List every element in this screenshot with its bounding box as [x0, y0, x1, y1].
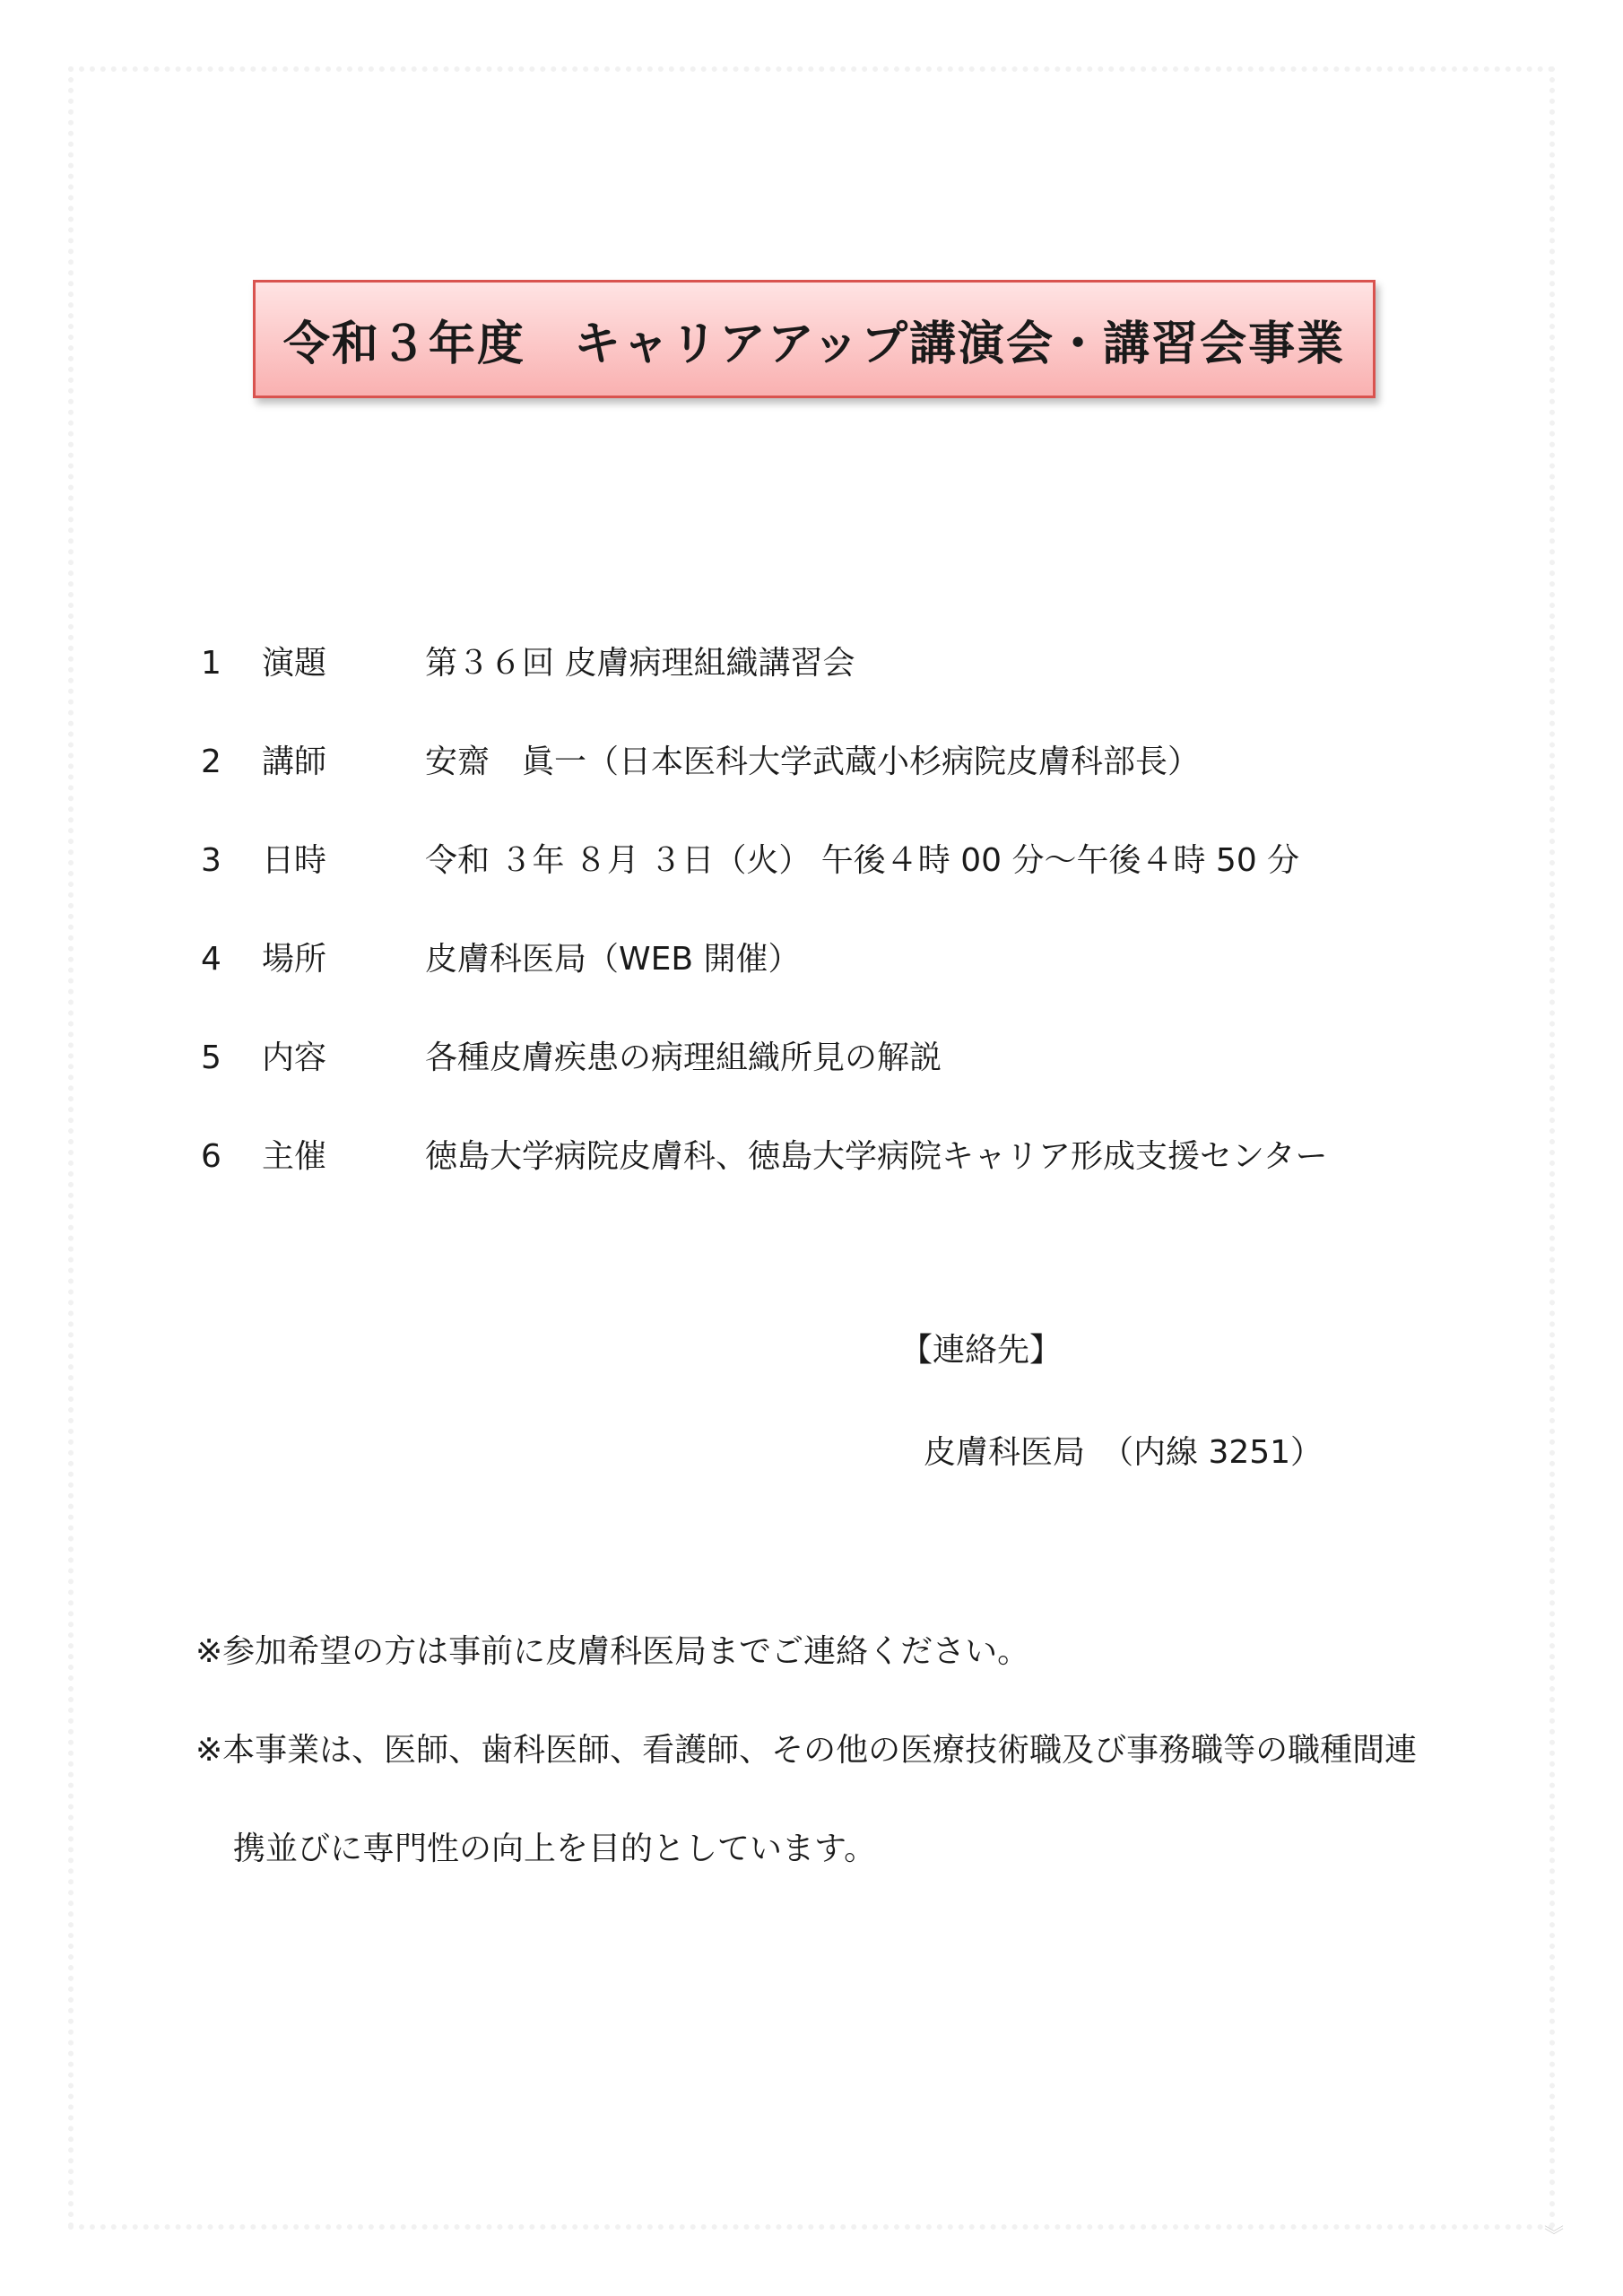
- item-number: 3: [201, 842, 221, 879]
- page-corner-mark: ︾: [1544, 2225, 1565, 2248]
- item-label: 主催: [262, 1138, 327, 1175]
- note-purpose-continued: 携並びに専門性の向上を目的としています。: [233, 1831, 877, 1867]
- item-label: 場所: [262, 941, 327, 978]
- contact-detail: 皮膚科医局 （内線 3251）: [924, 1434, 1324, 1471]
- item-label: 講師: [262, 744, 327, 780]
- item-label: 内容: [262, 1039, 327, 1076]
- item-value: 皮膚科医局（WEB 開催）: [425, 941, 801, 978]
- item-number: 4: [201, 941, 221, 978]
- item-label: 日時: [262, 842, 327, 879]
- item-number: 6: [201, 1138, 221, 1175]
- item-value: 徳島大学病院皮膚科、徳島大学病院キャリア形成支援センター: [425, 1138, 1328, 1175]
- item-label: 演題: [262, 645, 327, 682]
- item-value: 各種皮膚疾患の病理組織所見の解説: [425, 1039, 942, 1076]
- item-value: 安齋 眞一（日本医科大学武蔵小杉病院皮膚科部長）: [425, 744, 1201, 780]
- title-banner: [253, 280, 1376, 398]
- item-value: 令和 ３年 ８月 ３日（火） 午後４時 00 分～午後４時 50 分: [425, 842, 1300, 879]
- note-purpose: ※本事業は、医師、歯科医師、看護師、その他の医療技術職及び事務職等の職種間連: [195, 1732, 1418, 1769]
- item-number: 1: [201, 645, 221, 682]
- page-title: 令和３年度 キャリアアップ講演会・講習会事業: [282, 317, 1346, 371]
- item-number: 5: [201, 1039, 221, 1076]
- note-participation: ※参加希望の方は事前に皮膚科医局までご連絡ください。: [195, 1633, 1030, 1670]
- item-value: 第３６回 皮膚病理組織講習会: [425, 645, 855, 682]
- contact-heading: 【連絡先】: [900, 1332, 1063, 1369]
- item-number: 2: [201, 744, 221, 780]
